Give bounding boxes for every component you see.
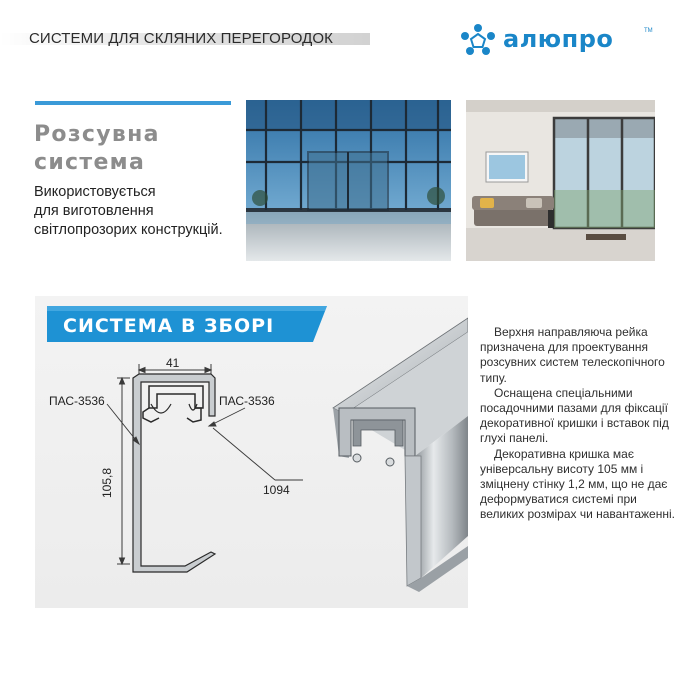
logo [458, 24, 658, 56]
description-paragraph: Оснащена спеціальними посадочними пазами для фіксації декоративної кришки і вставок під глухі панелі. [480, 385, 669, 446]
intro-text-line: Використовується [34, 184, 156, 200]
assembly-badge-text: СИСТЕМА В ЗБОРІ [63, 315, 275, 337]
intro-text [34, 183, 223, 240]
intro-title-line: Розсувна [34, 122, 160, 147]
intro-title-line: система [34, 150, 146, 175]
label-insert: 1094 [263, 483, 290, 497]
description [480, 325, 680, 523]
logo-text: алюпро [503, 25, 614, 53]
assembly-panel [35, 296, 468, 608]
intro-text-line: світлопрозорих конструкцій. [34, 222, 223, 238]
logo-trademark: TM [644, 28, 653, 34]
logo-icon [458, 24, 498, 58]
photo-glass-building [246, 100, 451, 261]
photo-living-room [466, 100, 655, 261]
description-paragraph: Декоративна кришка має універсальну висоту 105 мм і зміцнену стінку 1,2 мм, що не дає деформуватися системі при великих розмірах чи навантаженні. [480, 446, 675, 522]
description-paragraph: Верхня направляюча рейка призначена для проектування розсувних систем телескопічного типу. [480, 325, 665, 385]
profile-drawing [35, 296, 468, 608]
label-right-profile: ПАС-3536 [219, 394, 275, 408]
header-title: СИСТЕМИ ДЛЯ СКЛЯНИХ ПЕРЕГОРОДОК [29, 30, 334, 47]
label-left-profile: ПАС-3536 [49, 394, 105, 408]
dimension-width: 41 [166, 356, 180, 370]
intro-title [34, 121, 160, 177]
intro-text-line: для виготовлення [34, 203, 154, 219]
accent-line [35, 101, 231, 105]
dimension-height: 105,8 [100, 467, 115, 499]
